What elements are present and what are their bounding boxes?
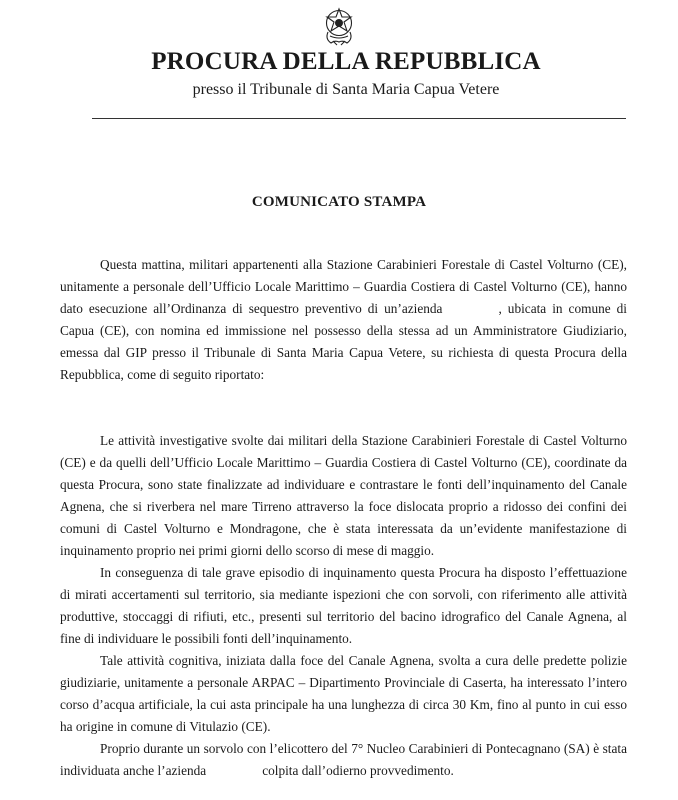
paragraph-5-part-a: Proprio durante un sorvolo con l’elicottero del 7° Nucleo Carabinieri di Pontecagnano (SA) è stata individuata anche l’azienda: [60, 741, 627, 778]
paragraph-2: Le attività investigative svolte dai militari della Stazione Carabinieri Forestale di Castel Volturno (CE) e da quelli dell’Ufficio Locale Marittimo – Guardia Costiera di Castel Volturno (CE), coordinate da questa Procura, sono state finalizzate ad individuare e contrastare le fonti dell’inquinamento del Canale Agnena, che si riverbera nel mare Tirreno attraverso la foce dislocata proprio a ridosso dei confini dei comuni di Castel Volturno e Mondragone, che è stata interessata da un’evidente manifestazione di inquinamento proprio nei primi giorni dello scorso di mese di maggio.: [60, 433, 627, 558]
office-subtitle: presso il Tribunale di Santa Maria Capua Vetere: [192, 81, 500, 98]
paragraph-4: Tale attività cognitiva, iniziata dalla foce del Canale Agnena, svolta a cura delle predette polizie giudiziarie, unitamente a personale ARPAC – Dipartimento Provinciale di Caserta, ha interessato l’intero corso d’acqua artificiale, la cui asta principale ha una lunghezza di circa 30 Km, fino al punto in cui esso ha origine in comune di Vitulazio (CE).: [60, 653, 627, 734]
paragraph-3: In conseguenza di tale grave episodio di inquinamento questa Procura ha disposto l’effettuazione di mirati accertamenti sul territorio, sia mediante ispezioni che con sorvoli, con riferimento alle attività produttive, stoccaggi di rifiuti, etc., presenti sul territorio del bacino idrografico del Canale Agnena, al fine di individuare le possibili fonti dell’inquinamento.: [60, 565, 627, 646]
paragraph-1: [60, 254, 627, 386]
header-divider: [92, 118, 626, 119]
press-release-title: COMUNICATO STAMPA: [251, 194, 427, 210]
paragraph-1-part-b: , ubicata in comune di Capua (CE), con nomina ed immissione nel possesso della stessa ad un Amministratore Giudiziario, emessa dal GIP presso il Tribunale di Santa Maria Capua Vetere, su richiesta di questa Procura della Repubblica, come di seguito riportato:: [60, 301, 627, 382]
italian-republic-emblem-icon: [322, 6, 356, 46]
office-title: PROCURA DELLA REPUBBLICA: [151, 48, 541, 75]
paragraph-1-part-a: Questa mattina, militari appartenenti alla Stazione Carabinieri Forestale di Castel Volturno (CE), unitamente a personale dell’Ufficio Locale Marittimo – Guardia Costiera di Castel Volturno (CE), hanno dato esecuzione all’Ordinanza di sequestro preventivo di un’azienda: [60, 257, 627, 316]
paragraph-5: [60, 738, 627, 782]
paragraph-5-part-b: colpita dall’odierno provvedimento.: [262, 763, 454, 778]
